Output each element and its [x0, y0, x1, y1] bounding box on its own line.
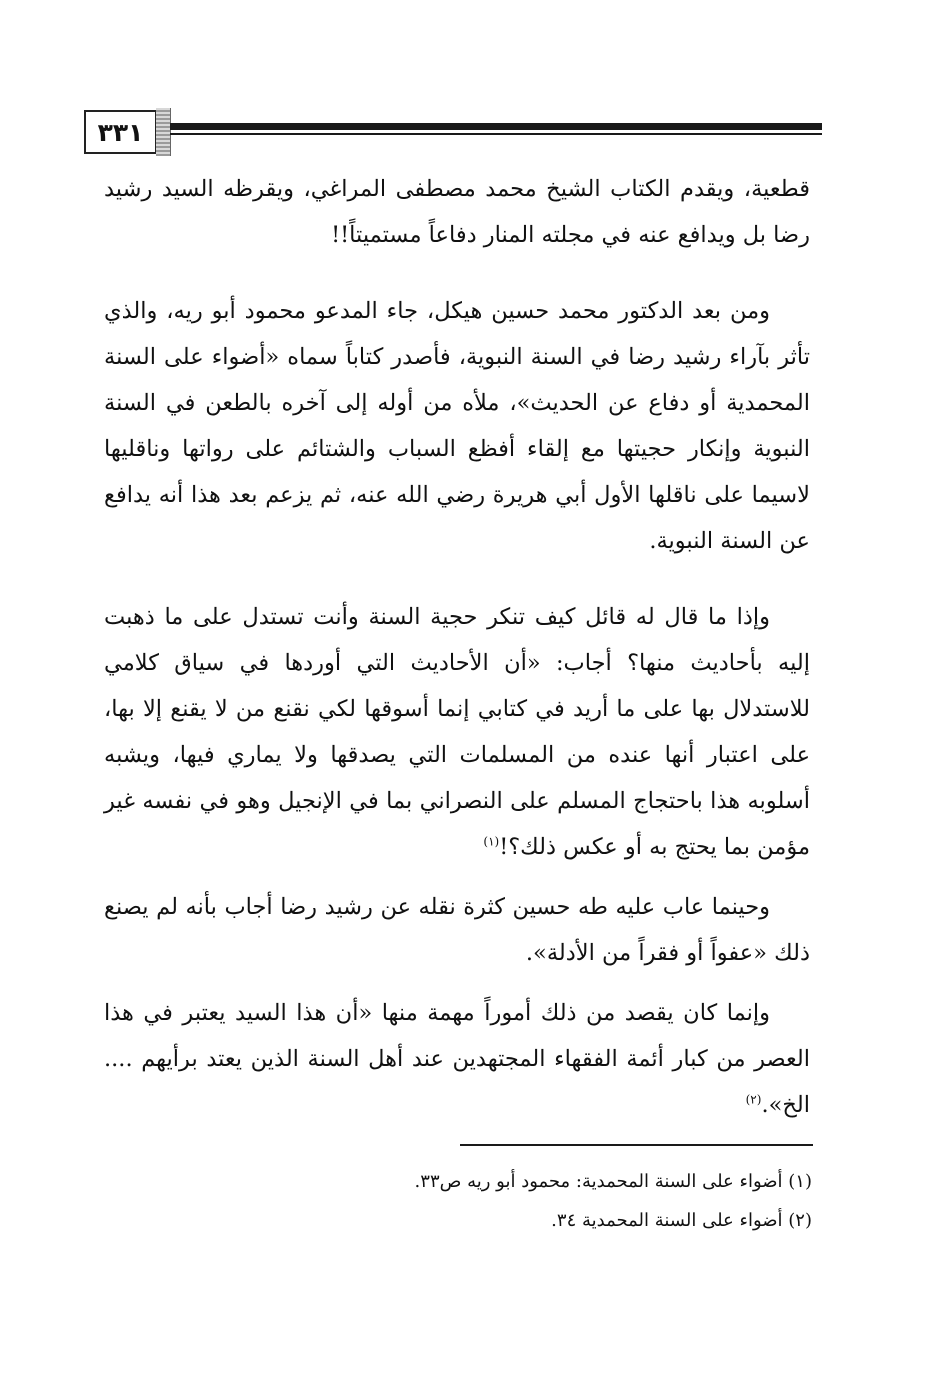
- paragraph-4: [104, 884, 810, 976]
- footnote-1: (١) أضواء على السنة المحمدية: محمود أبو ريه ص٣٣.: [414, 1171, 812, 1192]
- page-number: ٣٣١: [84, 110, 157, 154]
- header-rule-thin: [170, 133, 822, 135]
- footnote-ref-1[interactable]: (١): [483, 834, 500, 849]
- footnote-ref-2[interactable]: (٢): [745, 1092, 762, 1107]
- paragraph-4-text: وحينما عاب عليه طه حسين كثرة نقله عن رشيد رضا أجاب بأنه لم يصنع ذلك «عفواً أو فقراً من الأدلة».: [104, 894, 810, 966]
- paragraph-2: [104, 288, 810, 564]
- paragraph-2-text: ومن بعد الدكتور محمد حسين هيكل، جاء المدعو محمود أبو ريه، والذي تأثر بآراء رشيد رضا في السنة النبوية، فأصدر كتاباً سماه «أضواء على السنة المحمدية أو دفاع عن الحديث»، ملأه من أوله إلى آخره بالطعن في السنة النبوية وإنكار حجيتها مع إلقاء أفظع السباب والشتائم على رواتها وناقليها لاسيما على ناقلها الأول أبي هريرة رضي الله عنه، ثم يزعم بعد هذا أنه يدافع عن السنة النبوية.: [104, 298, 810, 554]
- paragraph-1-text: قطعية، ويقدم الكتاب الشيخ محمد مصطفى المراغي، ويقرظه السيد رشيد رضا بل ويدافع عنه في مجلته المنار دفاعاً مستميتاً!!: [104, 176, 810, 248]
- paragraph-3: [104, 594, 810, 870]
- paragraph-1: [104, 166, 810, 258]
- header-rule-thick: [170, 123, 822, 130]
- paragraph-5-text: وإنما كان يقصد من ذلك أموراً مهمة منها «أن هذا السيد يعتبر في هذا العصر من كبار أئمة الفقهاء المجتهدين عند أهل السنة الذين يعتد برأيهم .... الخ».: [104, 1000, 810, 1118]
- header-ornament: [156, 108, 171, 156]
- footnote-2: (٢) أضواء على السنة المحمدية ٣٤.: [551, 1210, 812, 1231]
- footnote-separator: [460, 1144, 813, 1146]
- paragraph-5: [104, 990, 810, 1128]
- paragraph-3-text: وإذا ما قال له قائل كيف تنكر حجية السنة وأنت تستدل على ما ذهبت إليه بأحاديث منها؟ أجاب: «أن الأحاديث التي أوردها في سياق كلامي للاستدلال بها على ما أريد في كتابي إنما أسوقها لكي نقنع من لا يقنع إلا بها، على اعتبار أنها عنده من المسلمات التي يصدقها ولا يماري فيها، ويشبه أسلوبه هذا باحتجاج المسلم على النصراني بما في الإنجيل وهو في نفسه غير مؤمن بما يحتج به أو عكس ذلك؟!: [104, 604, 810, 860]
